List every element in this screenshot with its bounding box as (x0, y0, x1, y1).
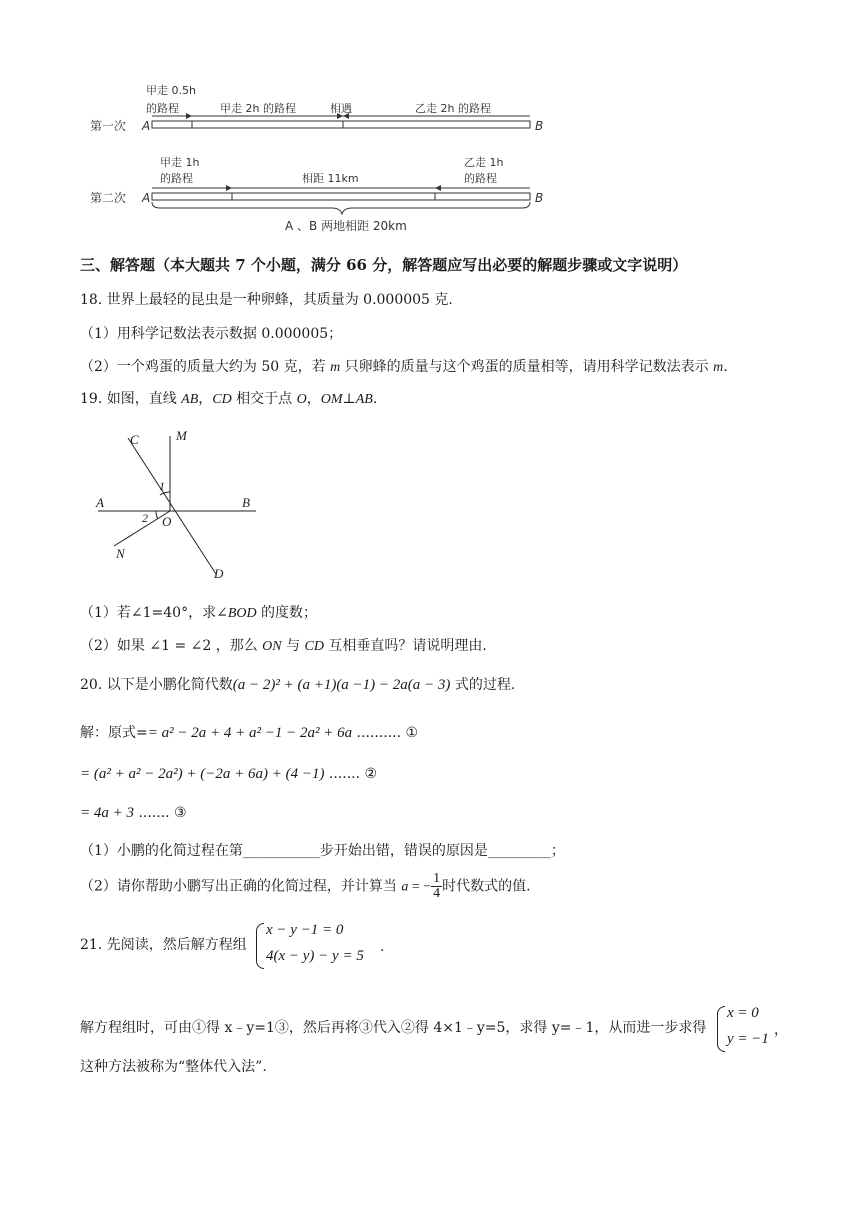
q19-figure (90, 424, 270, 584)
row1-point-a: A (142, 119, 151, 133)
line-cd (128, 438, 216, 574)
label-o: O (162, 514, 172, 529)
row2-total-label: A 、B 两地相距 20km (285, 219, 407, 233)
distance-diagram (80, 78, 550, 238)
label-a: A (96, 495, 104, 510)
label-angle-2: 2 (142, 511, 148, 525)
row2-middle-label: 相距 11km (302, 172, 359, 185)
q21-stem: 21. 先阅读，然后解方程组 (80, 937, 247, 953)
q20-expression: (a − 2)² + (a +1)(a −1) − 2a(a − 3) (232, 677, 451, 693)
row1-point-b: B (535, 119, 544, 133)
row2-label: 第二次 (90, 191, 127, 205)
q21-reading-line1: 解方程组时，可由①得 x﹣y=1③，然后再将③代入②得 4×1﹣y=5，求得 y=﹣1，从而进一步求得 (80, 1020, 707, 1036)
label-n: N (116, 546, 125, 561)
angle-2-arc (156, 511, 158, 519)
row2-point-a: A (142, 191, 151, 205)
q21-sol-x: x = 0 (727, 1005, 759, 1021)
row2-right-top: 乙走 1h (464, 156, 504, 169)
q18-part2: （2）一个鸡蛋的质量大约为 50 克，若 m 只卵蜂的质量与这个鸡蛋的质量相等，请用科学记数法表示 m. (80, 359, 728, 375)
q20-solution-line3: = 4a + 3 ....... ③ (80, 805, 187, 821)
q20-solution-line2: = (a² + a² − 2a²) + (−2a + 6a) + (4 −1) ....... ② (80, 766, 378, 782)
row1-seg1-top: 甲走 0.5h (146, 84, 196, 97)
q21-eq2: 4(x − y) − y = 5 (266, 948, 364, 964)
q19-part1: （1）若∠1=40°，求∠BOD 的度数； (80, 605, 318, 621)
row2-right-bottom: 的路程 (464, 172, 497, 185)
row1-label: 第一次 (90, 119, 127, 133)
q19-stem: 19. 如图，直线 AB，CD 相交于点 O，OM⊥AB. (80, 391, 378, 407)
section-heading: 三、解答题（本大题共 7 个小题，满分 66 分，解答题应写出必要的解题步骤或文字说明） (80, 256, 688, 274)
q21-system-brace (256, 923, 264, 969)
q19-part2: （2）如果 ∠1 = ∠2 ，那么 ON 与 CD 互相垂直吗？请说明理由. (80, 638, 487, 654)
q21-sol-y: y = −1 (727, 1031, 769, 1047)
fraction-one-quarter: $\frac{1}{4}$ (433, 871, 441, 901)
q21-solution-brace (717, 1006, 725, 1052)
row1-bar (152, 121, 530, 128)
row2-brace (152, 202, 530, 214)
q20-stem: 20. 以下是小鹏化简代数(a − 2)² + (a +1)(a −1) − 2a(a − 3) 式的过程. (80, 677, 516, 693)
row2-point-b: B (535, 191, 544, 205)
row1-seg2-label: 甲走 2h 的路程 (220, 102, 296, 115)
q21-reading-line2: 这种方法被称为“整体代入法”. (80, 1059, 267, 1075)
q20-part2: （2）请你帮助小鹏写出正确的化简过程，并计算当 a = − $\frac{1}{4}$ 时代数式的值. (80, 871, 531, 901)
row1-meet-label: 相遇 (330, 102, 352, 115)
label-angle-1: 1 (159, 479, 165, 493)
q21-reading-comma: ， (774, 1022, 788, 1038)
row2-bar (152, 193, 530, 200)
label-m: M (176, 428, 187, 443)
q18-part1: （1）用科学记数法表示数据 0.000005； (80, 326, 343, 342)
row2-left-bottom: 的路程 (160, 172, 193, 185)
q21-stem-end: . (380, 939, 385, 955)
q21-eq1: x − y −1 = 0 (266, 922, 344, 938)
q20-part1: （1）小鹏的化简过程在第___________步开始出错，错误的原因是_________； (80, 843, 565, 859)
label-b: B (242, 495, 250, 510)
q20-solution-line1: 解：原式== a² − 2a + 4 + a² −1 − 2a² + 6a .......... ① (80, 725, 419, 741)
row1-seg1-bottom: 的路程 (146, 102, 179, 115)
row1-seg3-label: 乙走 2h 的路程 (415, 102, 491, 115)
label-c: C (130, 432, 139, 447)
row2-left-top: 甲走 1h (160, 156, 200, 169)
q18-stem: 18. 世界上最轻的昆虫是一种卵蜂，其质量为 0.000005 克. (80, 292, 453, 308)
label-d: D (214, 566, 224, 581)
